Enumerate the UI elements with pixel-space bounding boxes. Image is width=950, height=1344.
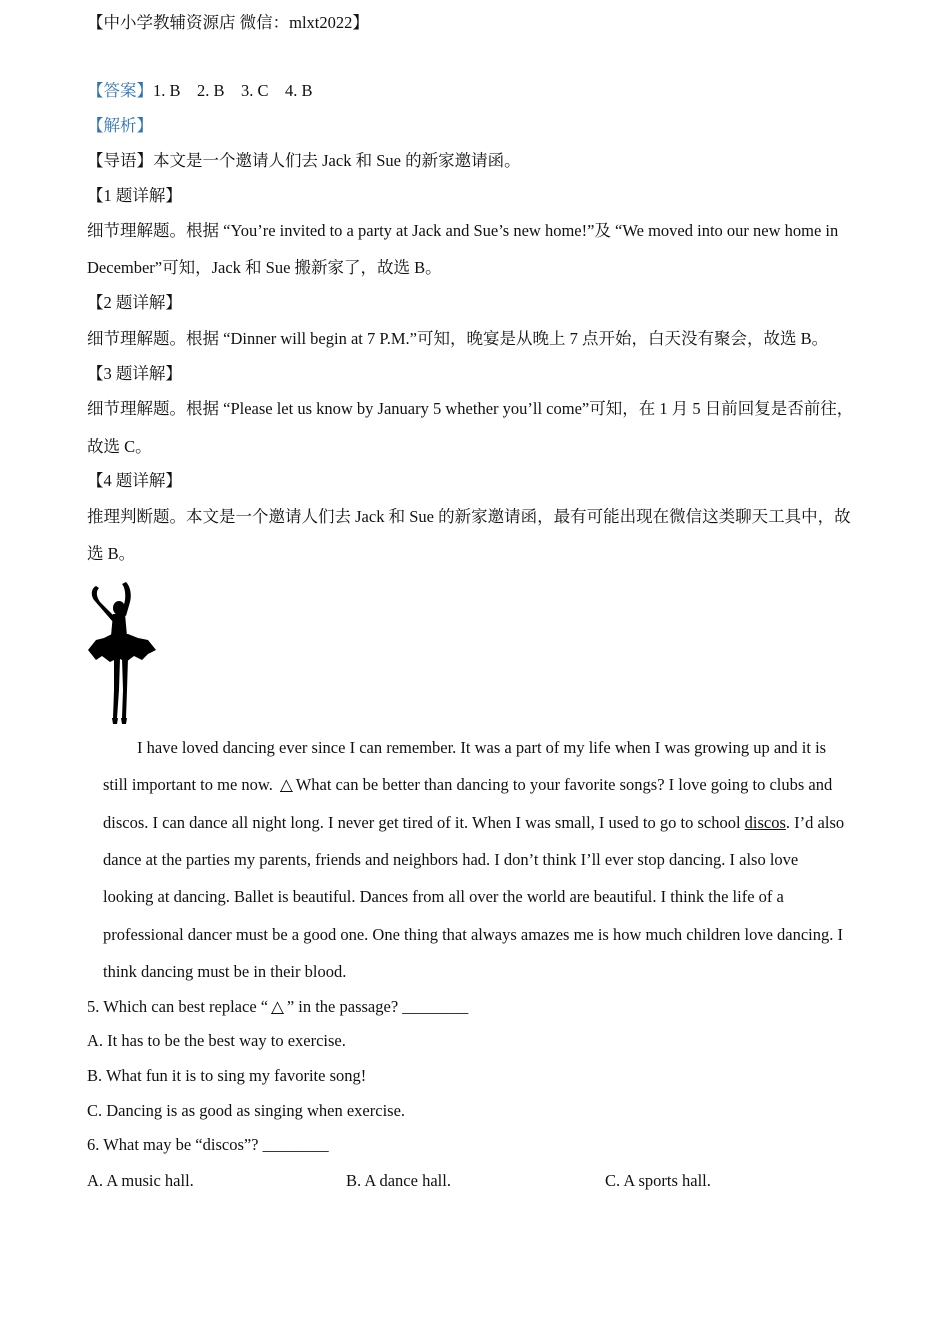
question-5-start: 5. Which can best replace “ <box>87 997 269 1016</box>
answer-label: 【答案】 <box>87 81 153 100</box>
question-5 <box>87 996 468 1018</box>
question-5-option-b: B. What fun it is to sing my favorite song! <box>87 1066 367 1085</box>
question-5-option-c: C. Dancing is as good as singing when exercise. <box>87 1101 406 1120</box>
passage-line5: looking at dancing. Ballet is beautiful. Dances from all over the world are beautiful. I think the life of a <box>103 887 784 906</box>
question-5-end: ” in the passage? ________ <box>286 997 469 1016</box>
passage-line7: think dancing must be in their blood. <box>103 962 347 981</box>
answer-text: 1. B 2. B 3. C 4. B <box>153 81 313 100</box>
q2-title: 【2 题详解】 <box>87 293 182 312</box>
passage-line3-end: . I’d also <box>785 813 845 832</box>
passage-line3 <box>103 812 844 834</box>
q4-explanation-line1: 推理判断题。本文是一个邀请人们去 Jack 和 Sue 的新家邀请函，最有可能出现在微信这类聊天工具中，故 <box>87 507 851 526</box>
passage-line6: professional dancer must be a good one. One thing that always amazes me is how much children love dancing. I <box>103 925 843 944</box>
analysis-intro: 【导语】本文是一个邀请人们去 Jack 和 Sue 的新家邀请函。 <box>87 151 521 170</box>
question-6-option-c: C. A sports hall. <box>605 1171 711 1190</box>
q4-explanation-line2: 选 B。 <box>87 544 136 563</box>
question-6-option-a: A. A music hall. <box>87 1171 194 1190</box>
blank-triangle-marker: △ <box>280 775 293 794</box>
ballerina-silhouette-image <box>86 578 160 724</box>
q3-explanation-line1: 细节理解题。根据 “Please let us know by January 5 whether you’ll come”可知，在 1 月 5 日前回复是否前往， <box>87 399 854 418</box>
question-6-option-b: B. A dance hall. <box>346 1171 451 1190</box>
q1-explanation-line1: 细节理解题。根据 “You’re invited to a party at Jack and Sue’s new home!”及 “We moved into our new home in <box>87 221 839 240</box>
passage-line1: I have loved dancing ever since I can remember. It was a part of my life when I was growing up and it is <box>137 738 827 757</box>
header-watermark: 【中小学教辅资源店 微信：mlxt2022】 <box>87 13 369 32</box>
q1-explanation-line2: December”可知，Jack 和 Sue 搬新家了，故选 B。 <box>87 258 442 277</box>
q4-title: 【4 题详解】 <box>87 471 182 490</box>
analysis-label: 【解析】 <box>87 116 153 135</box>
passage-line3-start: discos. I can dance all night long. I never get tired of it. When I was small, I used to go to school <box>103 813 741 832</box>
question-5-option-a: A. It has to be the best way to exercise. <box>87 1031 346 1050</box>
passage-line2 <box>103 774 832 796</box>
passage-line4: dance at the parties my parents, friends and neighbors had. I don’t think I’ll ever stop dancing. I also love <box>103 850 799 869</box>
answer-line <box>87 80 313 102</box>
q2-explanation-line1: 细节理解题。根据 “Dinner will begin at 7 P.M.”可知，晚宴是从晚上 7 点开始，白天没有聚会，故选 B。 <box>87 329 829 348</box>
underlined-word-discos: discos <box>744 813 786 832</box>
passage-line2-start: still important to me now. <box>103 775 273 794</box>
question-5-triangle: △ <box>271 997 284 1016</box>
q3-explanation-line2: 故选 C。 <box>87 437 152 456</box>
question-6: 6. What may be “discos”? ________ <box>87 1135 329 1154</box>
q3-title: 【3 题详解】 <box>87 364 182 383</box>
passage-line2-end: What can be better than dancing to your favorite songs? I love going to clubs and <box>295 775 833 794</box>
q1-title: 【1 题详解】 <box>87 186 182 205</box>
